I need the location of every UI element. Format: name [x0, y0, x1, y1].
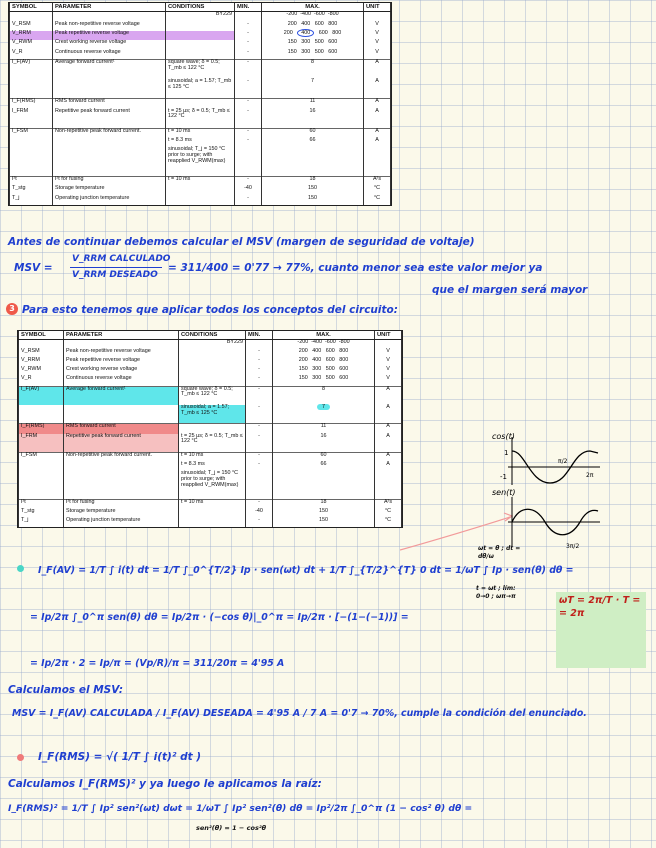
step-text: Para esto tenemos que aplicar todos los conceptos del circuito: [22, 304, 398, 316]
msv-denominator: V_RRM DESEADO [72, 270, 158, 280]
table-row: V_RWM Crest working reverse voltage - 150 300 500 600 V [10, 40, 391, 49]
variants-row: -200 -400 -600 -800 [262, 12, 364, 22]
table-row: I_FSM Non-repetitive peak forward current. t = 10 ms - 60 A [19, 452, 402, 462]
iav-line-3: = Ip/2π · 2 = Ip/π = (Vp/R)/π = 311/20π = 4'95 A [30, 658, 285, 669]
msv-lhs: MSV = [14, 262, 53, 274]
svg-text:3π/2: 3π/2 [566, 543, 580, 550]
circled-value: 400 [297, 29, 314, 37]
iav-line-2: = Ip/2π ∫_0^π sen(θ) dθ = Ip/2π · (−cos θ)|_0^π = Ip/2π · [−(1−(−1))] = [30, 612, 409, 623]
irms-intro: Calculamos I_F(RMS)² y ya luego le aplicamos la raíz: [8, 778, 322, 790]
svg-text:π/2: π/2 [558, 458, 568, 465]
col-symbol: SYMBOL [10, 3, 53, 12]
msv-intro-line: Antes de continuar debemos calcular el MSV (margen de seguridad de voltaje) [8, 236, 475, 248]
table-row: I_FRM Repetitive peak forward current t = 25 µs; δ = 0.5; T_mb ≤ 122 °C - 16 A [19, 434, 402, 453]
table-row: V_RSM Peak non-repetitive reverse voltage - 200 400 600 800 V [19, 349, 402, 358]
cos-label: cos(t) [492, 432, 515, 441]
irms-definition: I_F(RMS) = √( 1/T ∫ i(t)² dt ) [38, 751, 202, 763]
svg-text:-1: -1 [500, 473, 507, 481]
table-row: I_F(RMS) RMS forward current - 11 A [10, 99, 391, 109]
table-row: t = 8.3 ms - 66 A [10, 138, 391, 147]
step-number-badge: 3 [6, 303, 18, 315]
spec-table-top [8, 2, 392, 206]
table-row: I_F(RMS) RMS forward current - 11 A [19, 424, 402, 434]
substitution-note: ωt = θ ; dt = dθ/ω [478, 545, 521, 560]
table-row: I_FRM Repetitive peak forward current t = 25 µs; δ = 0.5; T_mb ≤ 122 °C - 16 A [10, 109, 391, 128]
green-note-box: ωT = 2π/T · T = = 2π [556, 592, 646, 668]
table-row: V_RWM Crest working reverse voltage - 150 300 500 600 V [19, 367, 402, 376]
msv-result-continued: que el margen será mayor [432, 284, 588, 296]
msv-numerator: V_RRM CALCULADO [72, 254, 171, 264]
svg-text:2π: 2π [586, 472, 594, 479]
msv-result: = 311/400 = 0'77 → 77%, cuanto menor sea este valor mejor ya [168, 262, 543, 274]
msv-fraction-line [70, 267, 162, 268]
col-unit: UNIT [364, 3, 391, 12]
table-row: sinusoidal; a = 1.57; T_mb ≤ 125 °C - 7 A [10, 79, 391, 98]
sen-label: sen(t) [492, 488, 516, 497]
irms-line: I_F(RMS)² = 1/T ∫ Ip² sen²(ωt) dωt = 1/ωT ∫ Ip² sen²(θ) dθ = Ip²/2π ∫_0^π (1 − cos² θ) dθ = [8, 803, 473, 814]
highlighted-value: 7 [317, 404, 330, 410]
table-row: T_stg Storage temperature -40 150 °C [10, 186, 391, 195]
table-row: I_F(AV) Average forward current¹ square wave; δ = 0.5; T_mb ≤ 122 °C - 8 A [10, 60, 391, 79]
table-row: I_FSM Non-repetitive peak forward current. t = 10 ms - 60 A [10, 128, 391, 138]
table-row: T_j Operating junction temperature - 150 °C [19, 518, 402, 527]
col-conditions: CONDITIONS [166, 3, 235, 12]
table-row: I²t I²t for fusing t = 10 ms - 18 A²s [10, 176, 391, 186]
table-row: V_R Continuous reverse voltage - 150 300 500 600 V [10, 50, 391, 60]
identity-note: sen²(θ) = 1 − cos²θ [196, 824, 267, 832]
table-row: T_j Operating junction temperature - 150 °C [10, 196, 391, 205]
msv-2-line: MSV = I_F(AV) CALCULADA / I_F(AV) DESEADA = 4'95 A / 7 A = 0'7 → 70%, cumple la condición del enunciado. [12, 708, 587, 719]
table-row: T_stg Storage temperature -40 150 °C [19, 509, 402, 518]
bullet-teal [17, 565, 24, 572]
table-row: I²t I²t for fusing t = 10 ms - 18 A²s [19, 499, 402, 509]
table-row: sinusoidal; T_j = 150 °C prior to surge; with reapplied V_RWM(max) [19, 471, 402, 499]
spec-table-bottom: SYMBOL PARAMETER CONDITIONS MIN. MAX. UNIT BY229 -200 -400 -600 -800 V_RSM Peak non-repetitive reverse voltage - 200 400 600 800 V V_RRM Peak repetitive reverse voltage - 200 400 600 800 V V_RWM Crest working reverse voltage - 150 300 500 600 V V_R Continuous reverse voltage - 150 300 500 600 V I_F(AV) Average forward current¹ square wave; δ = 0.5; T_mb ≤ 122 °C - 8 A sinusoidal; a = 1.57; T_mb ≤ 125 °C - 7 A I_F(RMS) RMS forward current - 11 A I_FRM Repetitive peak forward current t = 25 µs; δ = 0.5; T_mb ≤ 122 °C - 16 A I_FSM Non-repetitive peak forward current. t = 10 ms - 60 A t = 8.3 ms - 66 A sinusoidal; T_j = 150 °C prior to surge; with reapplied V_RWM(max) I²t I²t for fusing t = 10 ms - 18 A²s T_stg Storage temperature -40 150 °C T_j Operating junction temperature - 150 °C [17, 330, 403, 528]
table-row: t = 8.3 ms - 66 A [19, 462, 402, 471]
col-min: MIN. [235, 3, 262, 12]
limits-note: t = ωt ; lím: 0→0 ; ωπ→π [476, 585, 516, 600]
svg-text:1: 1 [504, 449, 509, 457]
col-max: MAX. [262, 3, 364, 12]
table-row: V_RRM Peak repetitive reverse voltage - 200 400 600 800 V [19, 358, 402, 367]
table-row: V_R Continuous reverse voltage - 150 300 500 600 V [19, 376, 402, 386]
waveform-sketch [400, 425, 610, 555]
col-parameter: PARAMETER [53, 3, 166, 12]
bullet-red [17, 754, 24, 761]
table-row: sinusoidal; a = 1.57; T_mb ≤ 125 °C - 7 A [19, 405, 402, 424]
table-row: I_F(AV) Average forward current¹ square wave; δ = 0.5; T_mb ≤ 122 °C - 8 A [19, 386, 402, 405]
table-row: V_RSM Peak non-repetitive reverse voltage - 200 400 600 800 V [10, 22, 391, 31]
table-row: V_RRM Peak repetitive reverse voltage - 200 400 600 800 V [10, 31, 391, 40]
iav-line-1: I_F(AV) = 1/T ∫ i(t) dt = 1/T ∫_0^{T/2} Ip · sen(ωt) dt + 1/T ∫_{T/2}^{T} 0 dt = 1/ωT ∫ Ip · sen(θ) dθ = [38, 565, 574, 576]
table-row: sinusoidal; T_j = 150 °C prior to surge; with reapplied V_RWM(max) [10, 147, 391, 176]
calc-msv-heading: Calculamos el MSV: [8, 684, 124, 696]
device-name: BY229 [166, 12, 235, 22]
